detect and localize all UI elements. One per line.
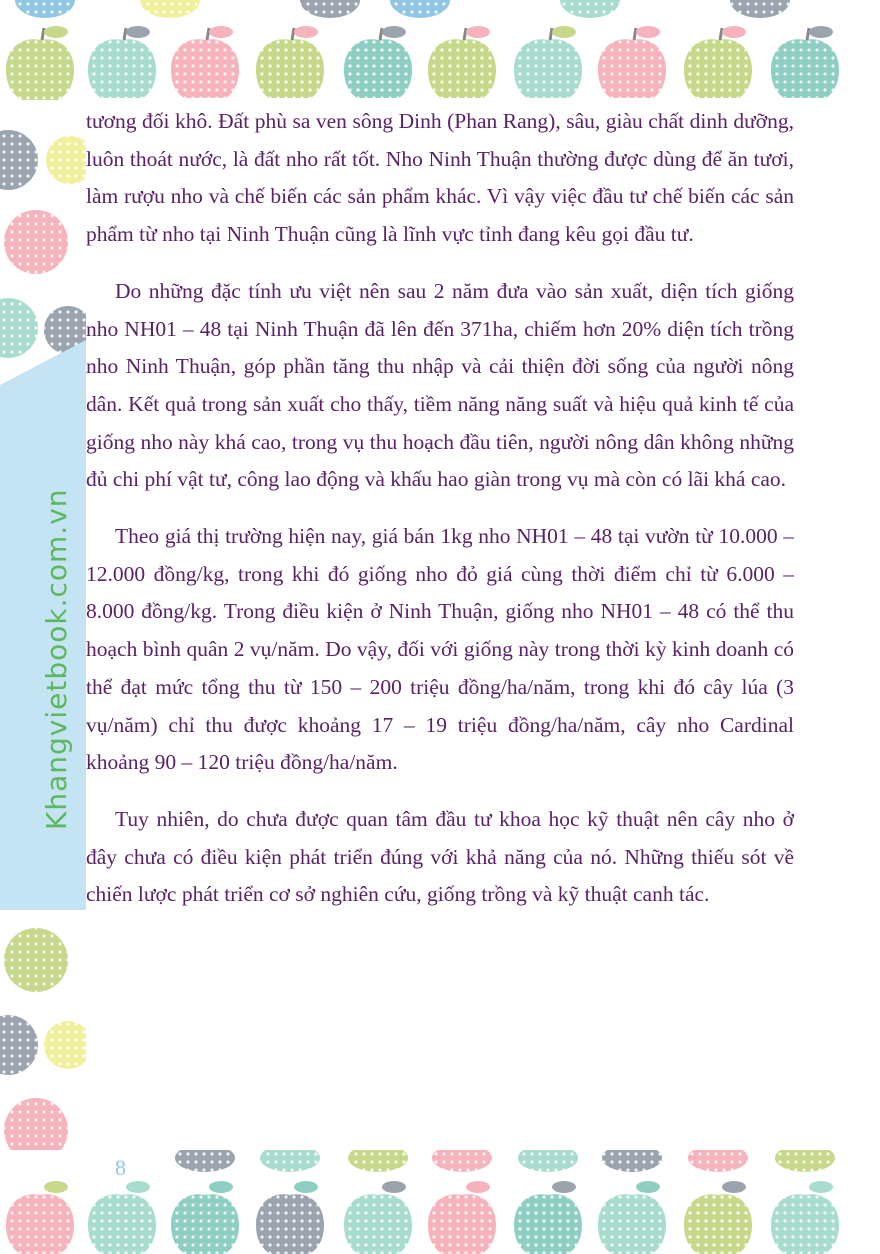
apple-icon bbox=[15, 0, 790, 18]
apple-pattern-bottom bbox=[0, 1150, 880, 1254]
paragraph-2: Do những đặc tính ưu việt nên sau 2 năm đưa vào sản xuất, diện tích giống nho NH01 – 48 tại Ninh Thuận đã lên đến 371ha, chiếm hơn 20% diện tích trồng nho Ninh Thuận, góp phần tăng thu nhập và cải thiện đời sống của người nông dân. Kết quả trong sản xuất cho thấy, tiềm năng năng suất và hiệu quả kinh tế của giống nho này khá cao, trong vụ thu hoạch đầu tiên, người nông dân không những đủ chi phí vật tư, công lao động và khấu hao giàn trong vụ mà còn có lãi khá cao. bbox=[86, 278, 794, 492]
brand-watermark: Khangvietbook.com.vn bbox=[40, 488, 73, 830]
page-number: 8 bbox=[115, 1155, 126, 1180]
apple-icon bbox=[6, 1150, 839, 1254]
body-text bbox=[86, 103, 794, 933]
paragraph-3: Theo giá thị trường hiện nay, giá bán 1kg nho NH01 – 48 tại vườn từ 10.000 – 12.000 đồng/kg, trong khi đó giống nho đỏ giá cùng thời điểm chỉ từ 6.000 – 8.000 đồng/kg. Trong điều kiện ở Ninh Thuận, giống nho NH01 – 48 có thể thu hoạch bình quân 2 vụ/năm. Do vậy, đối với giống này trong thời kỳ kinh doanh có thể đạt mức tổng thu từ 150 – 200 triệu đồng/ha/năm, trong khi đó cây lúa (3 vụ/năm) chỉ thu được khoảng 17 – 19 triệu đồng/ha/năm, cây nho Cardinal khoảng 90 – 120 triệu đồng/ha/năm. bbox=[86, 524, 794, 775]
paragraph-4: Tuy nhiên, do chưa được quan tâm đầu tư khoa học kỹ thuật nên cây nho ở đây chưa có điều kiện phát triển đúng với khả năng của nó. Những thiếu sót về chiến lược phát triển cơ sở nghiên cứu, giống trồng và kỹ thuật canh tác. bbox=[86, 806, 794, 907]
apple-pattern-top bbox=[0, 0, 880, 100]
apple-icon bbox=[6, 26, 839, 100]
paragraph-1: tương đối khô. Đất phù sa ven sông Dinh (Phan Rang), sâu, giàu chất dinh dưỡng, luôn thoát nước, là đất nho rất tốt. Nho Ninh Thuận thường được dùng để ăn tươi, làm rượu nho và chế biến các sản phẩm khác. Vì vậy việc đầu tư chế biến các sản phẩm từ nho tại Ninh Thuận cũng là lĩnh vực tỉnh đang kêu gọi đầu tư. bbox=[86, 109, 794, 247]
